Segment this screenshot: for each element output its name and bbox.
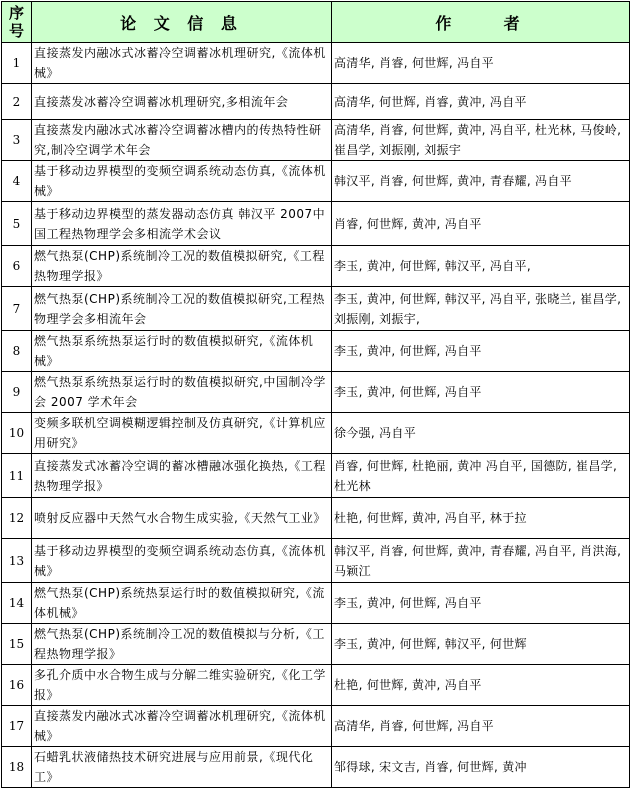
row-authors: 李玉, 黄冲, 何世辉, 冯自平: [332, 583, 630, 624]
table-row: [2, 202, 630, 246]
row-authors: 杜艳, 何世辉, 黄冲, 冯自平, 林于拉: [332, 498, 630, 539]
paper-table: [1, 1, 630, 788]
row-paper-info: 燃气热泵系统热泵运行时的数值模拟研究,《流体机械》: [32, 331, 332, 372]
header-number: [2, 2, 32, 43]
row-authors: 李玉, 黄冲, 何世辉, 冯自平: [332, 331, 630, 372]
table-row: [2, 372, 630, 413]
row-authors: 肖睿, 何世辉, 杜艳丽, 黄冲 冯自平, 国德防, 崔昌学, 杜光林: [332, 454, 630, 498]
table-row: [2, 120, 630, 161]
row-number: 3: [2, 120, 32, 161]
table-row: [2, 498, 630, 539]
row-paper-info: 燃气热泵(CHP)系统制冷工况的数值模拟研究,《工程热物理学报》: [32, 246, 332, 287]
row-paper-info: 基于移动边界模型的变频空调系统动态仿真,《流体机械》: [32, 161, 332, 202]
row-authors: 杜艳, 何世辉, 黄冲, 冯自平: [332, 665, 630, 706]
row-number: 10: [2, 413, 32, 454]
row-number: 13: [2, 539, 32, 583]
row-paper-info: 直接蒸发式冰蓄冷空调的蓄冰槽融冰强化换热,《工程热物理学报》: [32, 454, 332, 498]
row-number: 18: [2, 747, 32, 788]
row-paper-info: 基于移动边界模型的蒸发器动态仿真 韩汉平 2007中国工程热物理学会多相流学术会议: [32, 202, 332, 246]
row-paper-info: 直接蒸发内融冰式冰蓄冷空调蓄冰机理研究,《流体机械》: [32, 706, 332, 747]
row-paper-info: 燃气热泵系统热泵运行时的数值模拟研究,中国制冷学会 2007 学术年会: [32, 372, 332, 413]
row-paper-info: 多孔介质中水合物生成与分解二维实验研究,《化工学报》: [32, 665, 332, 706]
row-number: 17: [2, 706, 32, 747]
row-paper-info: 石蜡乳状液储热技术研究进展与应用前景,《现代化工》: [32, 747, 332, 788]
row-paper-info: 基于移动边界模型的变频空调系统动态仿真,《流体机械》: [32, 539, 332, 583]
row-number: 9: [2, 372, 32, 413]
row-paper-info: 喷射反应器中天然气水合物生成实验,《天然气工业》: [32, 498, 332, 539]
row-number: 11: [2, 454, 32, 498]
row-authors: 高清华, 肖睿, 何世辉, 黄冲, 冯自平, 杜光林, 马俊岭, 崔昌学, 刘振刚, 刘振宇: [332, 120, 630, 161]
header-paper-info: 论 文 信 息: [32, 2, 332, 43]
row-number: 16: [2, 665, 32, 706]
row-authors: 李玉, 黄冲, 何世辉, 韩汉平, 何世辉: [332, 624, 630, 665]
table-row: [2, 583, 630, 624]
table-row: [2, 246, 630, 287]
row-authors: 韩汉平, 肖睿, 何世辉, 黄冲, 青春耀, 冯自平, 肖洪海, 马颖江: [332, 539, 630, 583]
row-number: 5: [2, 202, 32, 246]
row-authors: 肖睿, 何世辉, 黄冲, 冯自平: [332, 202, 630, 246]
row-authors: 邹得球, 宋文吉, 肖睿, 何世辉, 黄冲: [332, 747, 630, 788]
row-paper-info: 直接蒸发冰蓄冷空调蓄冰机理研究,多相流年会: [32, 84, 332, 120]
row-paper-info: 直接蒸发内融冰式冰蓄冷空调蓄冰机理研究,《流体机械》: [32, 43, 332, 84]
row-paper-info: 燃气热泵(CHP)系统制冷工况的数值模拟与分析,《工程热物理学报》: [32, 624, 332, 665]
row-paper-info: 变频多联机空调模糊逻辑控制及仿真研究,《计算机应用研究》: [32, 413, 332, 454]
row-authors: 高清华, 肖睿, 何世辉, 冯自平: [332, 43, 630, 84]
row-number: 12: [2, 498, 32, 539]
table-row: [2, 413, 630, 454]
row-number: 8: [2, 331, 32, 372]
table-row: [2, 331, 630, 372]
row-paper-info: 燃气热泵(CHP)系统制冷工况的数值模拟研究,工程热物理学会多相流年会: [32, 287, 332, 331]
row-authors: 李玉, 黄冲, 何世辉, 韩汉平, 冯自平, 张晓兰, 崔昌学, 刘振刚, 刘振宇,: [332, 287, 630, 331]
row-authors: 李玉, 黄冲, 何世辉, 冯自平: [332, 372, 630, 413]
row-number: 14: [2, 583, 32, 624]
row-authors: 高清华, 何世辉, 肖睿, 黄冲, 冯自平: [332, 84, 630, 120]
row-number: 7: [2, 287, 32, 331]
table-row: [2, 624, 630, 665]
table-row: [2, 454, 630, 498]
row-number: 2: [2, 84, 32, 120]
table-row: [2, 665, 630, 706]
header-number-line1: 序: [8, 4, 24, 22]
row-paper-info: 燃气热泵(CHP)系统热泵运行时的数值模拟研究,《流体机械》: [32, 583, 332, 624]
row-authors: 韩汉平, 肖睿, 何世辉, 黄冲, 青春耀, 冯自平: [332, 161, 630, 202]
table-row: [2, 747, 630, 788]
row-number: 4: [2, 161, 32, 202]
table-row: [2, 43, 630, 84]
table-header-row: [2, 2, 630, 43]
table-row: [2, 706, 630, 747]
table-row: [2, 161, 630, 202]
row-number: 6: [2, 246, 32, 287]
row-authors: 李玉, 黄冲, 何世辉, 韩汉平, 冯自平,: [332, 246, 630, 287]
row-authors: 高清华, 肖睿, 何世辉, 冯自平: [332, 706, 630, 747]
row-authors: 徐今强, 冯自平: [332, 413, 630, 454]
row-number: 15: [2, 624, 32, 665]
row-number: 1: [2, 43, 32, 84]
header-number-line2: 号: [8, 22, 24, 40]
row-paper-info: 直接蒸发内融冰式冰蓄冷空调蓄冰槽内的传热特性研究,制冷空调学术年会: [32, 120, 332, 161]
header-authors: 作 者: [332, 2, 630, 43]
table-row: [2, 539, 630, 583]
table-row: [2, 84, 630, 120]
table-row: [2, 287, 630, 331]
